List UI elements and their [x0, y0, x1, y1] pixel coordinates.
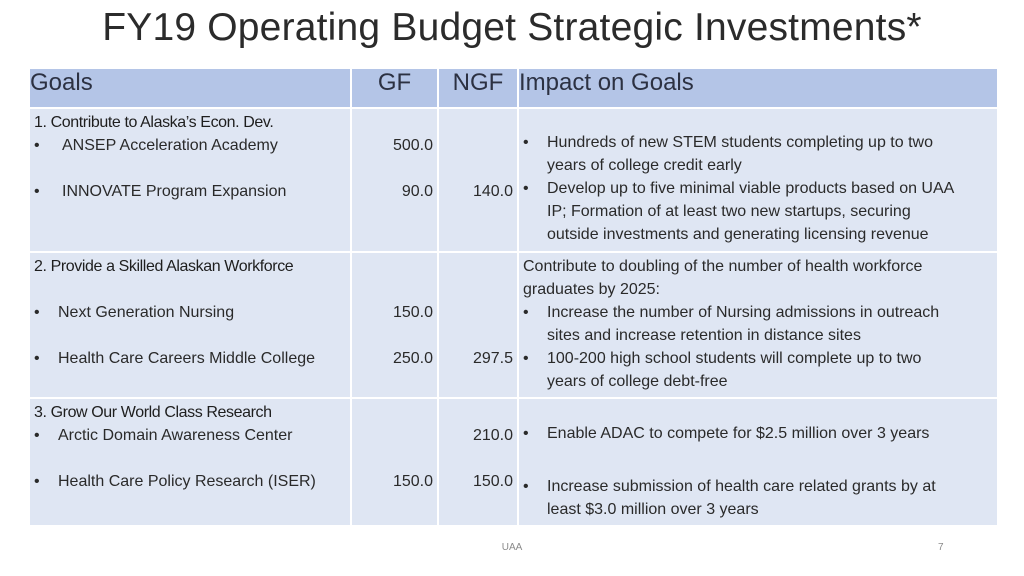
impact-cell: [518, 108, 998, 252]
bullet-icon: •: [523, 304, 529, 321]
ngf-value: 297.5: [472, 350, 513, 367]
bullet-icon: •: [34, 183, 40, 200]
goal-cell: [29, 398, 351, 526]
bullet-icon: •: [523, 425, 529, 442]
impact-text: Enable ADAC to compete for $2.5 million over 3 years: [547, 425, 930, 442]
bullet-icon: •: [523, 134, 529, 151]
slide-title: FY19 Operating Budget Strategic Investments*: [102, 6, 922, 49]
item-label: INNOVATE Program Expansion: [62, 183, 287, 200]
item-label: ANSEP Acceleration Academy: [62, 137, 278, 154]
bullet-icon: •: [34, 473, 40, 490]
header-impact: Impact on Goals: [518, 68, 998, 108]
impact-text: Increase the number of Nursing admissions in outreach: [547, 304, 940, 321]
goal-cell: [29, 252, 351, 398]
ngf-value: 140.0: [472, 183, 513, 200]
gf-value: 150.0: [392, 473, 433, 490]
gf-cell: [351, 252, 438, 398]
bullet-icon: •: [34, 137, 40, 154]
gf-value: 500.0: [392, 137, 433, 154]
impact-cell: [518, 398, 998, 526]
ngf-value: 210.0: [472, 427, 513, 444]
impact-text: years of college credit early: [547, 157, 742, 174]
gf-value: 90.0: [401, 183, 433, 200]
bullet-icon: •: [34, 427, 40, 444]
goal-heading: 1. Contribute to Alaska’s Econ. Dev.: [34, 114, 274, 131]
bullet-icon: •: [34, 304, 40, 321]
header-gf: GF: [351, 68, 438, 108]
gf-value: 150.0: [392, 304, 433, 321]
ngf-cell: [438, 252, 518, 398]
impact-intro: Contribute to doubling of the number of health workforce: [523, 258, 923, 275]
bullet-icon: •: [34, 350, 40, 367]
impact-text: IP; Formation of at least two new startups, securing: [547, 203, 911, 220]
table-row: [29, 108, 998, 252]
header-ngf: NGF: [438, 68, 518, 108]
gf-value: 250.0: [392, 350, 433, 367]
page-number: 7: [938, 542, 944, 553]
bullet-icon: •: [523, 478, 529, 495]
gf-cell: [351, 108, 438, 252]
impact-text: Hundreds of new STEM students completing up to two: [547, 134, 933, 151]
table-row: [29, 252, 998, 398]
footer-label: UAA: [501, 542, 523, 553]
header-goals: Goals: [29, 68, 351, 108]
impact-text: years of college debt-free: [547, 373, 728, 390]
ngf-cell: [438, 398, 518, 526]
impact-text: outside investments and generating licensing revenue: [547, 226, 929, 243]
table-header-row: [29, 68, 998, 108]
item-label: Next Generation Nursing: [58, 304, 235, 321]
item-label: Arctic Domain Awareness Center: [58, 427, 293, 444]
ngf-value: 150.0: [472, 473, 513, 490]
bullet-icon: •: [523, 180, 529, 197]
goal-heading: 2. Provide a Skilled Alaskan Workforce: [34, 258, 294, 275]
impact-text: least $3.0 million over 3 years: [547, 501, 759, 518]
impact-text: Increase submission of health care related grants by at: [547, 478, 936, 495]
goal-cell: [29, 108, 351, 252]
impact-text: 100-200 high school students will complete up to two: [547, 350, 922, 367]
table-row: [29, 398, 998, 526]
impact-text: Develop up to five minimal viable products based on UAA: [547, 180, 955, 197]
goal-heading: 3. Grow Our World Class Research: [34, 404, 272, 421]
item-label: Health Care Careers Middle College: [58, 350, 316, 367]
ngf-cell: [438, 108, 518, 252]
budget-table: [28, 67, 999, 527]
impact-cell: [518, 252, 998, 398]
bullet-icon: •: [523, 350, 529, 367]
impact-text: sites and increase retention in distance sites: [547, 327, 861, 344]
impact-intro: graduates by 2025:: [523, 281, 660, 298]
item-label: Health Care Policy Research (ISER): [58, 473, 316, 490]
gf-cell: [351, 398, 438, 526]
